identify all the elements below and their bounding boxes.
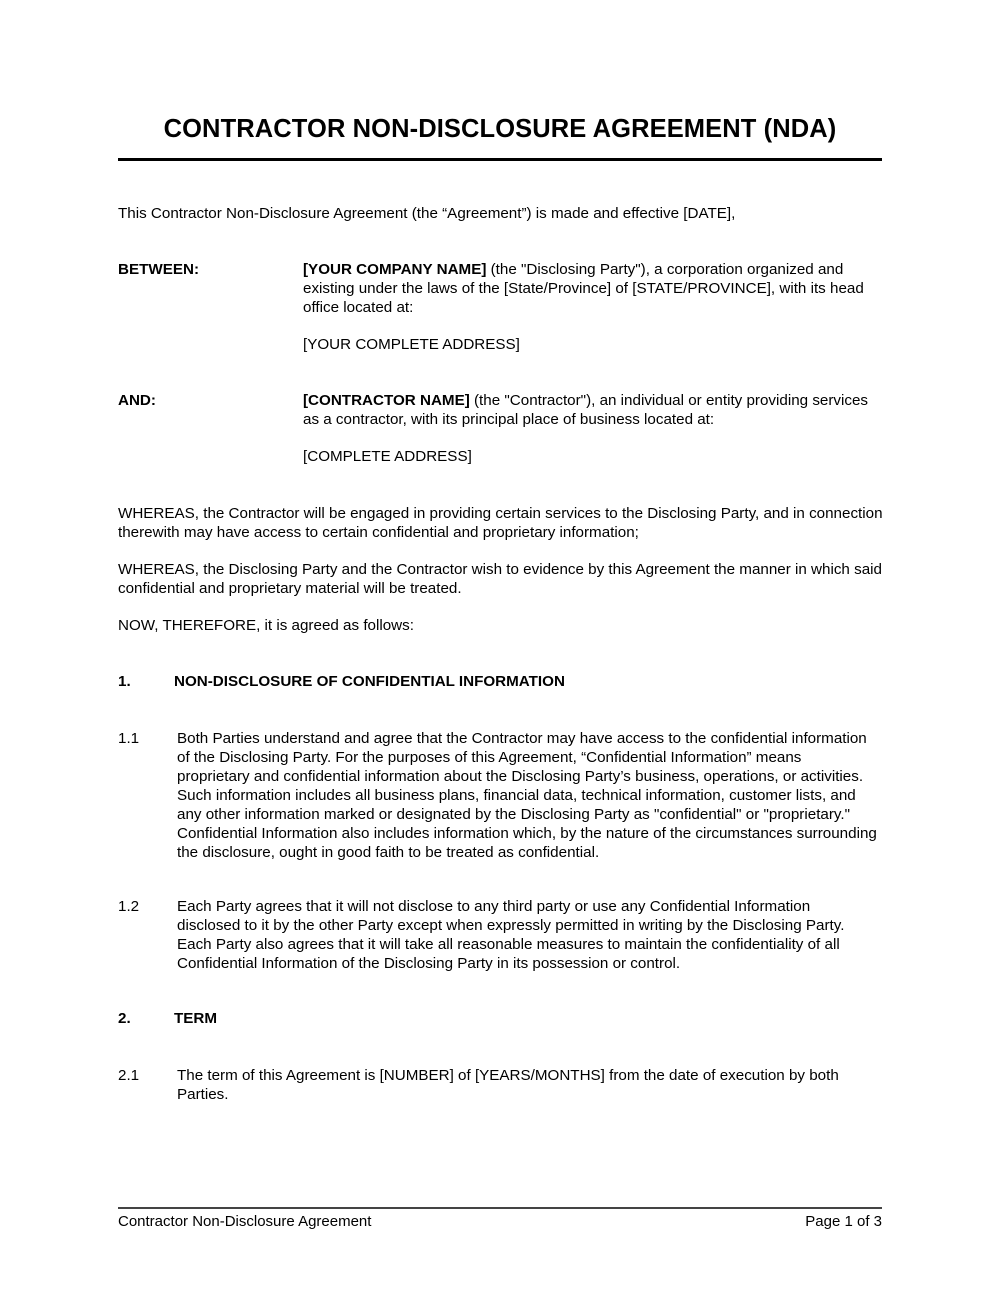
section-2-number: 2. bbox=[118, 1010, 131, 1027]
section-1-number: 1. bbox=[118, 673, 131, 690]
footer-document-name: Contractor Non-Disclosure Agreement bbox=[118, 1213, 372, 1230]
party-between-address: [YOUR COMPLETE ADDRESS] bbox=[303, 336, 520, 353]
section-2-title: TERM bbox=[174, 1010, 218, 1027]
intro-paragraph: This Contractor Non-Disclosure Agreement (the “Agreement”) is made and effective [DATE], bbox=[118, 205, 736, 222]
party-label-between: BETWEEN: bbox=[118, 261, 199, 278]
title-divider bbox=[118, 158, 882, 161]
clause-2-1-text: The term of this Agreement is [NUMBER] of [YEARS/MONTHS] from the date of execution by both Parties. bbox=[177, 1067, 839, 1103]
party-between-description bbox=[303, 260, 873, 317]
party-and-address: [COMPLETE ADDRESS] bbox=[303, 448, 472, 465]
document-title: CONTRACTOR NON-DISCLOSURE AGREEMENT (NDA) bbox=[163, 115, 837, 143]
recital-3: NOW, THEREFORE, it is agreed as follows: bbox=[118, 617, 414, 634]
section-1-heading bbox=[118, 672, 565, 691]
footer-divider bbox=[118, 1207, 882, 1209]
section-1-title: NON-DISCLOSURE OF CONFIDENTIAL INFORMATION bbox=[174, 673, 565, 690]
clause-1-1-text: Both Parties understand and agree that the Contractor may have access to the confidential information of the Disclosing Party. For the purposes of this Agreement, “Confidential Information” means proprietary and confidential information about the Disclosing Party’s business, operations, or activities. Such information includes all business plans, financial data, technical information, customer lists, and any other information marked or designated by the Disclosing Party as "confidential" or "proprietary." Confidential Information also includes information which, by the nature of the circumstances surrounding the disclosure, ought in good faith to be treated as confidential. bbox=[177, 730, 877, 861]
recital-1: WHEREAS, the Contractor will be engaged in providing certain services to the Disclosing Party, and in connection therewith may have access to certain confidential and proprietary information; bbox=[118, 505, 883, 541]
party-and-name: [CONTRACTOR NAME] bbox=[303, 392, 470, 409]
clause-1-1-number: 1.1 bbox=[118, 730, 140, 747]
party-and-description bbox=[303, 391, 873, 429]
party-label-and: AND: bbox=[118, 392, 156, 409]
party-between-name: [YOUR COMPANY NAME] bbox=[303, 261, 487, 278]
clause-1-2-number: 1.2 bbox=[118, 898, 140, 915]
section-2-heading bbox=[118, 1009, 217, 1028]
party-between-text: (the "Disclosing Party"), a corporation organized and existing under the laws of the [State/Province] of [STATE/PROVINCE], with its head office located at: bbox=[303, 261, 864, 316]
recital-2: WHEREAS, the Disclosing Party and the Contractor wish to evidence by this Agreement the manner in which said confidential and proprietary material will be treated. bbox=[118, 561, 882, 597]
party-and-text: (the "Contractor"), an individual or entity providing services as a contractor, with its principal place of business located at: bbox=[303, 392, 869, 428]
footer-page-number: Page 1 of 3 bbox=[805, 1213, 882, 1230]
clause-1-2-text: Each Party agrees that it will not disclose to any third party or use any Confidential Information disclosed to it by the other Party except when expressly permitted in writing by the Disclosing Party. Each Party also agrees that it will take all reasonable measures to maintain the confidentiality of all Confidential Information of the Disclosing Party in its possession or control. bbox=[177, 898, 845, 972]
clause-2-1-number: 2.1 bbox=[118, 1067, 140, 1084]
